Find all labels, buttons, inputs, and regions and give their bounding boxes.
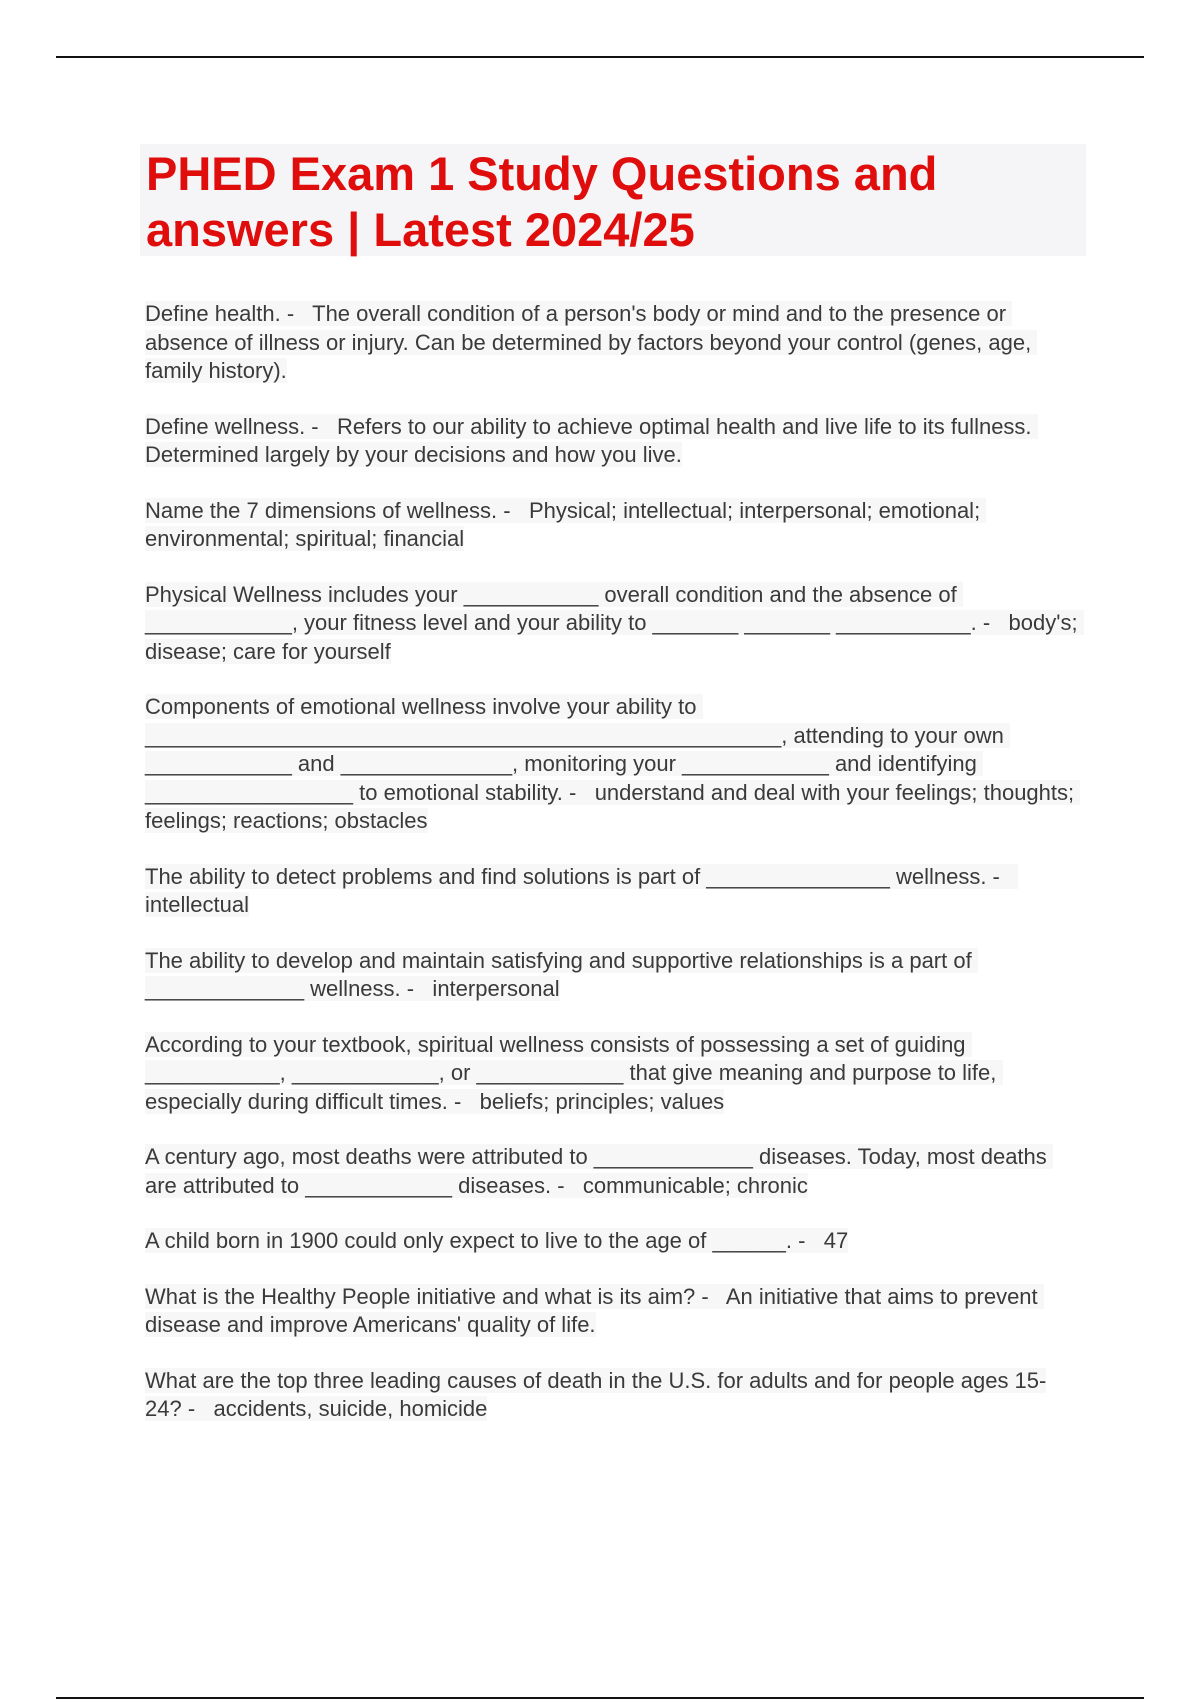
qa-item — [145, 863, 1080, 920]
qa-item — [145, 300, 1080, 386]
bottom-rule — [56, 1697, 1144, 1699]
qa-text: Physical Wellness includes your ___________ overall condition and the absence of ____________, your fitness level and your ability to _______ _______ ___________. - body's; disease; care for yourself — [145, 581, 1084, 664]
qa-item — [145, 1143, 1080, 1200]
qa-item — [145, 1227, 1080, 1256]
qa-text: Components of emotional wellness involve your ability to ____________________________________________________, attending to your own ____________ and ______________, monitoring your ____________ and identifying _________________ to emotional stability. - understand and deal with your feelings; thoughts; feelings; reactions; obstacles — [145, 694, 1081, 833]
qa-text: According to your textbook, spiritual wellness consists of possessing a set of guiding ___________, ____________, or ____________ that give meaning and purpose to life, especially during difficult times. - beliefs; principles; values — [145, 1031, 1003, 1114]
qa-item — [145, 693, 1080, 836]
qa-item — [145, 581, 1084, 667]
qa-item — [145, 413, 1080, 470]
qa-text: What is the Healthy People initiative and what is its aim? - An initiative that aims to prevent disease and improve Americans' quality of life. — [145, 1283, 1044, 1337]
qa-text: The ability to detect problems and find solutions is part of _______________ wellness. - intellectual — [145, 863, 1019, 917]
qa-list — [145, 300, 1084, 1451]
qa-text: Define health. - The overall condition of a person's body or mind and to the presence or absence of illness or injury. Can be determined by factors beyond your control (genes, age, family history). — [145, 301, 1038, 383]
qa-text: A century ago, most deaths were attributed to _____________ diseases. Today, most deaths are attributed to ____________ diseases. - communicable; chronic — [145, 1144, 1053, 1198]
qa-item — [145, 947, 1080, 1004]
qa-text: What are the top three leading causes of death in the U.S. for adults and for people ages 15-24? - accidents, suicide, homicide — [145, 1367, 1047, 1421]
document-title: PHED Exam 1 Study Questions and answers | Latest 2024/25 — [146, 147, 938, 256]
qa-text: Define wellness. - Refers to our ability to achieve optimal health and live life to its fullness. Determined largely by your decisions and how you live. — [145, 413, 1038, 467]
qa-item — [145, 1031, 1080, 1117]
qa-text: The ability to develop and maintain satisfying and supportive relationships is a part of _____________ wellness. - interpersonal — [145, 947, 978, 1001]
qa-item — [145, 1283, 1080, 1340]
qa-text: A child born in 1900 could only expect to live to the age of ______. - 47 — [145, 1228, 849, 1253]
top-rule — [56, 56, 1144, 58]
qa-text: Name the 7 dimensions of wellness. - Physical; intellectual; interpersonal; emotional; environmental; spiritual; financial — [145, 497, 987, 551]
qa-item — [145, 1367, 1080, 1424]
qa-item — [145, 497, 1080, 554]
